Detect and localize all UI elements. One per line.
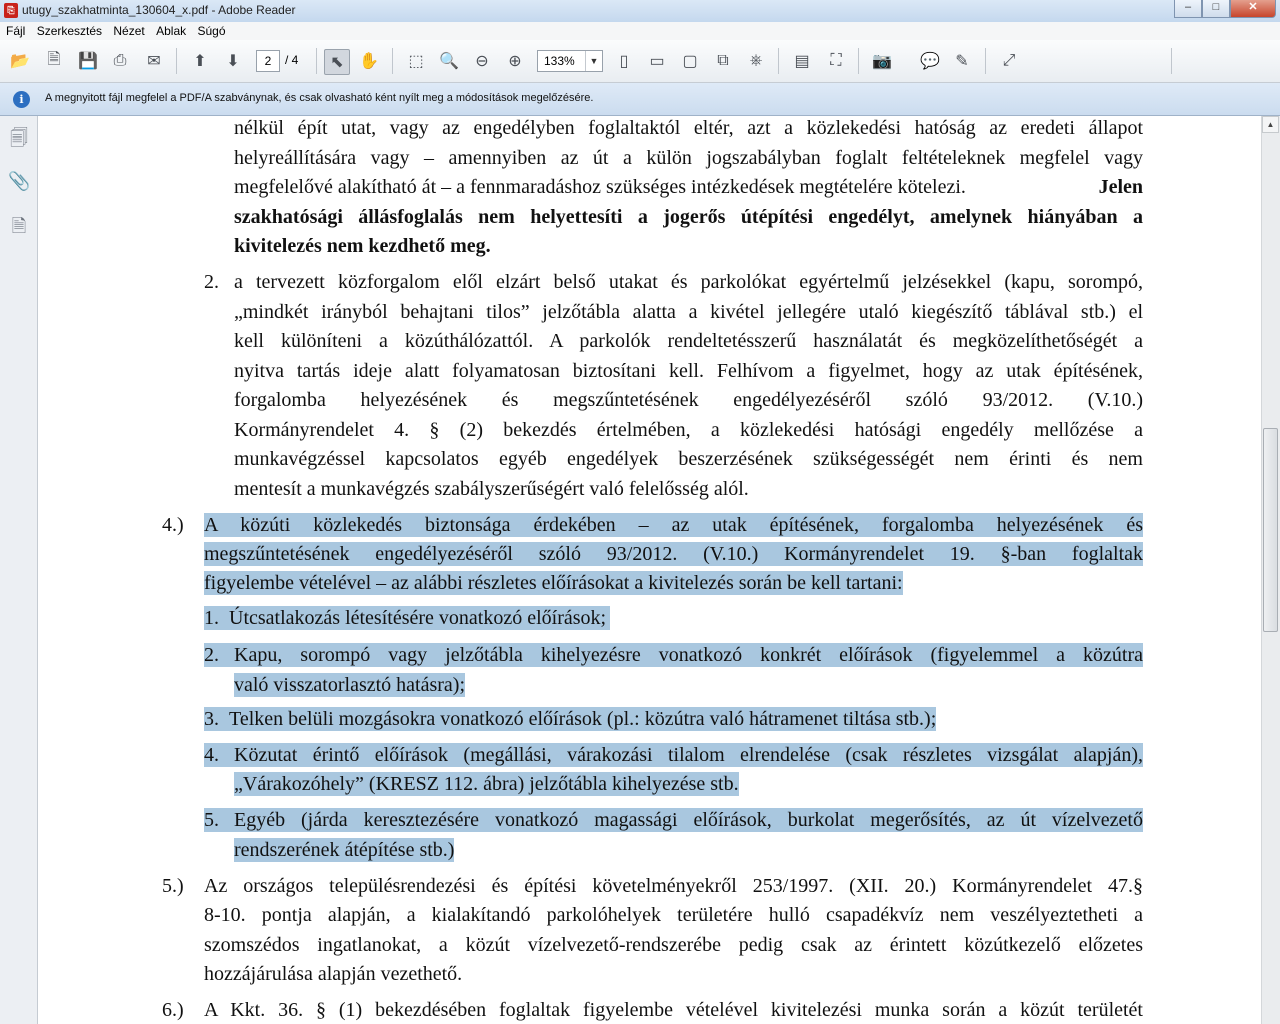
list-text: Egyéb (járda keresztezésére vonatkozó magassági előírások, burkolat megerősítés, az út vízelvezető: [234, 809, 1143, 831]
doc-line-bold: Jelen: [1098, 176, 1143, 198]
create-pdf-icon[interactable]: 🗎: [47, 50, 61, 68]
comment-bubble-icon[interactable]: 💬: [920, 53, 940, 70]
list-number: 4.): [162, 514, 184, 536]
snapshot-icon[interactable]: 📷: [872, 53, 892, 70]
doc-line: [234, 175, 1143, 199]
highlighted-line: [204, 643, 1143, 667]
dynamic-zoom-icon[interactable]: 🔍: [439, 53, 459, 70]
list-text: Telken belüli mozgásokra vonatkozó előírások (pl.: közútra való hátramenet tiltása stb.);: [229, 708, 937, 730]
zoom-value: 133%: [544, 54, 575, 68]
highlighted-line: rendszerének átépítése stb.): [234, 839, 455, 861]
info-icon: i: [13, 91, 30, 108]
page-number-input[interactable]: 2: [256, 50, 280, 72]
vertical-scrollbar[interactable]: [1261, 116, 1280, 1024]
highlighted-line: megszűntetésének engedélyezéséről szóló 93/2012. (V.10.) Kormányrendelet 19. §-ban foglaltak: [204, 543, 1143, 565]
doc-line: a tervezett közforgalom elől elzárt belső utakat és parkolókat egyértelmű jelzésekkel (kapu, sorompó,: [234, 271, 1143, 293]
doc-line: Az országos településrendezési és építési követelményekről 253/1997. (XII. 20.) Kormányrendelet 47.§: [204, 875, 1143, 897]
doc-line-text: megfelelővé alakítható át – a fennmaradáshoz szükséges intézkedések megtételére kötelezi.: [234, 176, 966, 198]
pdf-icon: ⎘: [4, 3, 18, 18]
doc-line: „mindkét irányból behajtani tilos” jelzőtábla alatta a kivétel jellegére utaló kiegészítő táblával stb.) el: [234, 301, 1143, 323]
list-number: 2.: [204, 644, 219, 666]
doc-line: 8-10. pontja alapján, a kialakítandó parkolóhelyek területére hulló csapadékvíz nem veszélyeztetheti a: [204, 904, 1143, 926]
menu-help[interactable]: Súgó: [197, 24, 226, 38]
list-number: 3.: [204, 708, 219, 730]
menu-bar: [0, 22, 1280, 40]
navigation-pane: [0, 116, 38, 1024]
fit-page-icon[interactable]: ▭: [649, 53, 665, 70]
doc-line-bold: szakhatósági állásfoglalás nem helyettesíti a jogerős útépítési engedélyt, amelynek hiányában a: [234, 206, 1143, 228]
next-page-icon[interactable]: ⬇: [226, 53, 240, 70]
doc-line: nyitva tartás ideje alatt folyamatosan biztosítani kell. Felhívom a figyelmet, hogy az utak építésének,: [234, 360, 1143, 382]
menu-view[interactable]: Nézet: [113, 24, 145, 38]
menu-edit[interactable]: Szerkesztés: [36, 24, 103, 38]
doc-line: hozzájárulása alapján vezethető.: [204, 963, 463, 985]
single-page-icon[interactable]: ▤: [794, 53, 810, 70]
reading-mode-icon[interactable]: ⧉: [717, 52, 729, 69]
doc-line: helyreállítására vagy – amennyiben az út a külön jogszabályban foglalt feltételeknek megfelel vagy: [234, 147, 1143, 169]
previous-page-icon[interactable]: ⬆: [193, 53, 207, 70]
menu-window[interactable]: Ablak: [156, 24, 187, 38]
stamp-icon[interactable]: ⎈: [749, 52, 763, 69]
doc-line-bold: kivitelezés nem kezdhető meg.: [234, 235, 491, 257]
menu-file[interactable]: Fájl: [6, 24, 26, 38]
doc-line: forgalomba helyezésének és megszűntetésének engedélyezéséről szóló 93/2012. (V.10.): [234, 389, 1143, 411]
fit-width-icon[interactable]: ▢: [682, 53, 698, 70]
actual-size-icon[interactable]: ▯: [619, 53, 629, 70]
email-icon[interactable]: ✉: [147, 53, 161, 70]
zoom-in-icon[interactable]: ⊕: [508, 53, 522, 70]
scrollbar-thumb[interactable]: [1263, 428, 1278, 632]
doc-line: mentesít a munkavégzés szabályszerűségért való felelősség alól.: [234, 478, 749, 500]
select-tool-icon[interactable]: ⬉: [324, 49, 350, 75]
highlighted-line: [204, 808, 1143, 832]
minimize-button[interactable]: –: [1174, 0, 1202, 18]
highlighted-line: figyelembe vételével – az alábbi részletes előírásokat a kivitelezés során be kell tartani:: [204, 572, 903, 594]
signatures-icon[interactable]: 🗎: [11, 216, 27, 236]
maximize-button[interactable]: □: [1202, 0, 1230, 18]
toolbar: [0, 40, 1280, 83]
title-bar: [0, 0, 1280, 23]
list-text: Útcsatlakozás létesítésére vonatkozó előírások;: [229, 607, 607, 629]
highlighted-line: való visszatorlasztó hatásra);: [234, 674, 466, 696]
highlighted-line: „Várakozóhely” (KRESZ 112. ábra) jelzőtábla kihelyezése stb.: [234, 773, 739, 795]
save-icon[interactable]: 💾: [78, 53, 98, 70]
list-number: 2.: [204, 271, 219, 293]
page-total: / 4: [285, 53, 299, 67]
list-number: 1.: [204, 607, 219, 629]
zoom-select[interactable]: [537, 50, 603, 72]
list-text: Kapu, sorompó vagy jelzőtábla kihelyezésre vonatkozó konkrét előírások (figyelemmel a közútra: [234, 644, 1143, 666]
window-title: utugy_szakhatminta_130604_x.pdf - Adobe Reader: [22, 3, 296, 17]
doc-line: A Kkt. 36. § (1) bekezdésében foglaltak figyelembe vételével kivitelezési munka során a közút területét: [204, 999, 1143, 1021]
doc-line: munkavégzéssel kapcsolatos egyéb engedélyek beszerzésének szükségességét nem érinti és nem: [234, 448, 1143, 470]
attachments-icon[interactable]: 📎: [8, 171, 31, 191]
info-message: A megnyitott fájl megfelel a PDF/A szabványnak, és csak olvasható ként nyílt meg a módosítások megelőzésére.: [45, 92, 594, 104]
marquee-zoom-icon[interactable]: ⬚: [408, 53, 424, 70]
document-view[interactable]: [38, 116, 1262, 1024]
doc-line: nélkül épít utat, vagy az engedélyben foglaltaktól eltér, azt a közlekedési hatóság az eredeti állapot: [234, 117, 1143, 139]
zoom-out-icon[interactable]: ⊖: [475, 53, 489, 70]
open-file-icon[interactable]: 📂: [10, 53, 30, 70]
close-button[interactable]: ✕: [1230, 0, 1276, 18]
expand-icon[interactable]: ⤢: [1002, 52, 1016, 69]
info-bar: [0, 83, 1280, 116]
full-screen-icon[interactable]: ⛶: [830, 52, 842, 69]
chevron-down-icon[interactable]: ▼: [585, 51, 602, 71]
list-number: 5.: [204, 809, 219, 831]
page-thumbnails-icon[interactable]: 🗐: [10, 128, 28, 148]
list-text: Közutat érintő előírások (megállási, várakozási tilalom elrendelése (csak részletes vizsgálat alapján),: [234, 744, 1143, 766]
highlighted-line: [204, 743, 1143, 767]
doc-line: szomszédos ingatlanokat, a közút vízelvezető-rendszerébe pedig csak az érintett közútkezelő előzetes: [204, 934, 1143, 956]
doc-line: kell különíteni a közúthálózattól. A parkolók rendeltetésszerű használatát és megközelíthetőségét a: [234, 330, 1143, 352]
highlight-icon[interactable]: ✎: [955, 53, 969, 70]
print-icon[interactable]: ⎙: [113, 52, 127, 69]
list-number: 4.: [204, 744, 219, 766]
highlighted-line: [204, 606, 610, 630]
doc-line: Kormányrendelet 4. § (2) bekezdés értelmében, a közlekedési hatósági engedély mellőzése a: [234, 419, 1143, 441]
list-number: 5.): [162, 875, 184, 897]
highlighted-line: A közúti közlekedés biztonsága érdekében – az utak építésének, forgalomba helyezésének és: [204, 514, 1143, 536]
scroll-up-icon[interactable]: ▲: [1262, 116, 1279, 133]
highlighted-line: [204, 707, 936, 731]
list-number: 6.): [162, 999, 184, 1021]
hand-tool-icon[interactable]: ✋: [359, 53, 379, 70]
